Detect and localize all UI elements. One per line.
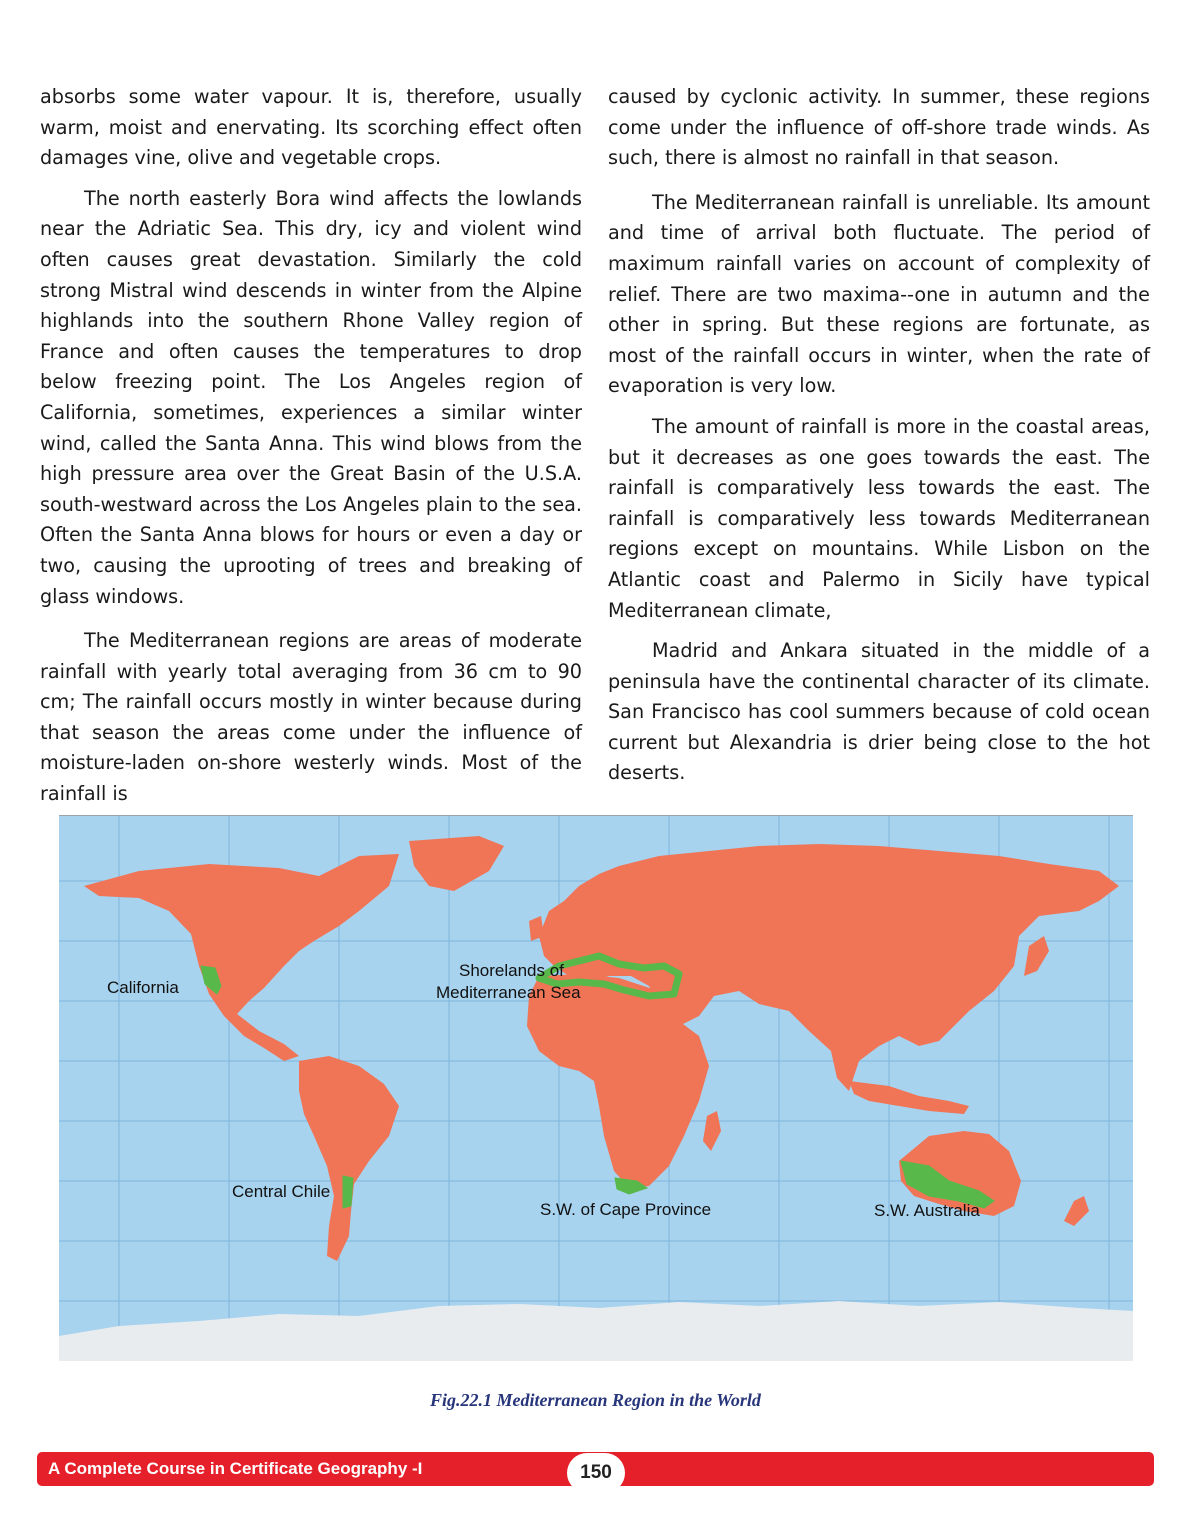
paragraph: absorbs some water vapour. It is, therefore, usually warm, moist and enervating. Its scorching effect often damages vine, olive and vegetable crops. (40, 85, 582, 170)
footer-book-title: A Complete Course in Certificate Geography -I (48, 1459, 423, 1478)
paragraph: The Mediterranean regions are areas of moderate rainfall with yearly total averaging from 36 cm to 90 cm; The rainfall occurs mostly in winter because during that season the areas come under the influence of moisture-laden on-shore westerly winds. Most of the rainfall is (40, 629, 582, 806)
paragraph: Madrid and Ankara situated in the middle of a peninsula have the continental character of its climate. San Francisco has cool summers because of cold ocean current but Alexandria is drier being close to the hot deserts. (608, 639, 1150, 785)
figure-caption: Fig.22.1 Mediterranean Region in the World (430, 1390, 761, 1410)
paragraph: The north easterly Bora wind affects the lowlands near the Adriatic Sea. This dry, icy and violent wind often causes great devastation. Similarly the cold strong Mistral wind descends in winter from the Alpine highlands into the southern Rhone Valley region of France and often causes the temperatures to drop below freezing point. The Los Angeles region of California, sometimes, experiences a similar winter wind, called the Santa Anna. This wind blows from the high pressure area over the Great Basin of the U.S.A. south-westward across the Los Angeles plain to the sea. Often the Santa Anna blows for hours or even a day or two, causing the uprooting of trees and breaking of glass windows. (40, 186, 582, 608)
paragraph: The amount of rainfall is more in the coastal areas, but it decreases as one goes towards the east. The rainfall is comparatively less towards the east. The rainfall is comparatively less towards Mediterranean regions except on mountains. While Lisbon on the Atlantic coast and Palermo in Sicily have typical Mediterranean climate, (608, 414, 1150, 622)
label-central-chile: Central Chile (232, 1182, 331, 1201)
text-column-left (40, 82, 582, 820)
label-california: California (107, 978, 179, 997)
world-map-figure (59, 815, 1133, 1361)
paragraph: caused by cyclonic activity. In summer, these regions come under the influence of off-shore trade winds. As such, there is almost no rainfall in that season. (608, 85, 1150, 170)
page-number: 150 (567, 1453, 625, 1493)
label-cape-province: S.W. of Cape Province (540, 1200, 712, 1219)
world-map (59, 816, 1133, 1361)
label-mediterranean-line1: Shorelands of (459, 961, 564, 980)
central-chile-region (343, 1176, 353, 1208)
label-sw-australia: S.W. Australia (874, 1201, 980, 1220)
paragraph: The Mediterranean rainfall is unreliable. Its amount and time of arrival both fluctuate. The period of maximum rainfall varies on account of complexity of relief. There are two maxima--one in autumn and the other in spring. But these regions are fortunate, as most of the rainfall occurs in winter, when the rate of evaporation is very low. (608, 190, 1150, 398)
label-mediterranean-line2: Mediterranean Sea (436, 983, 581, 1002)
text-column-right (608, 82, 1150, 799)
